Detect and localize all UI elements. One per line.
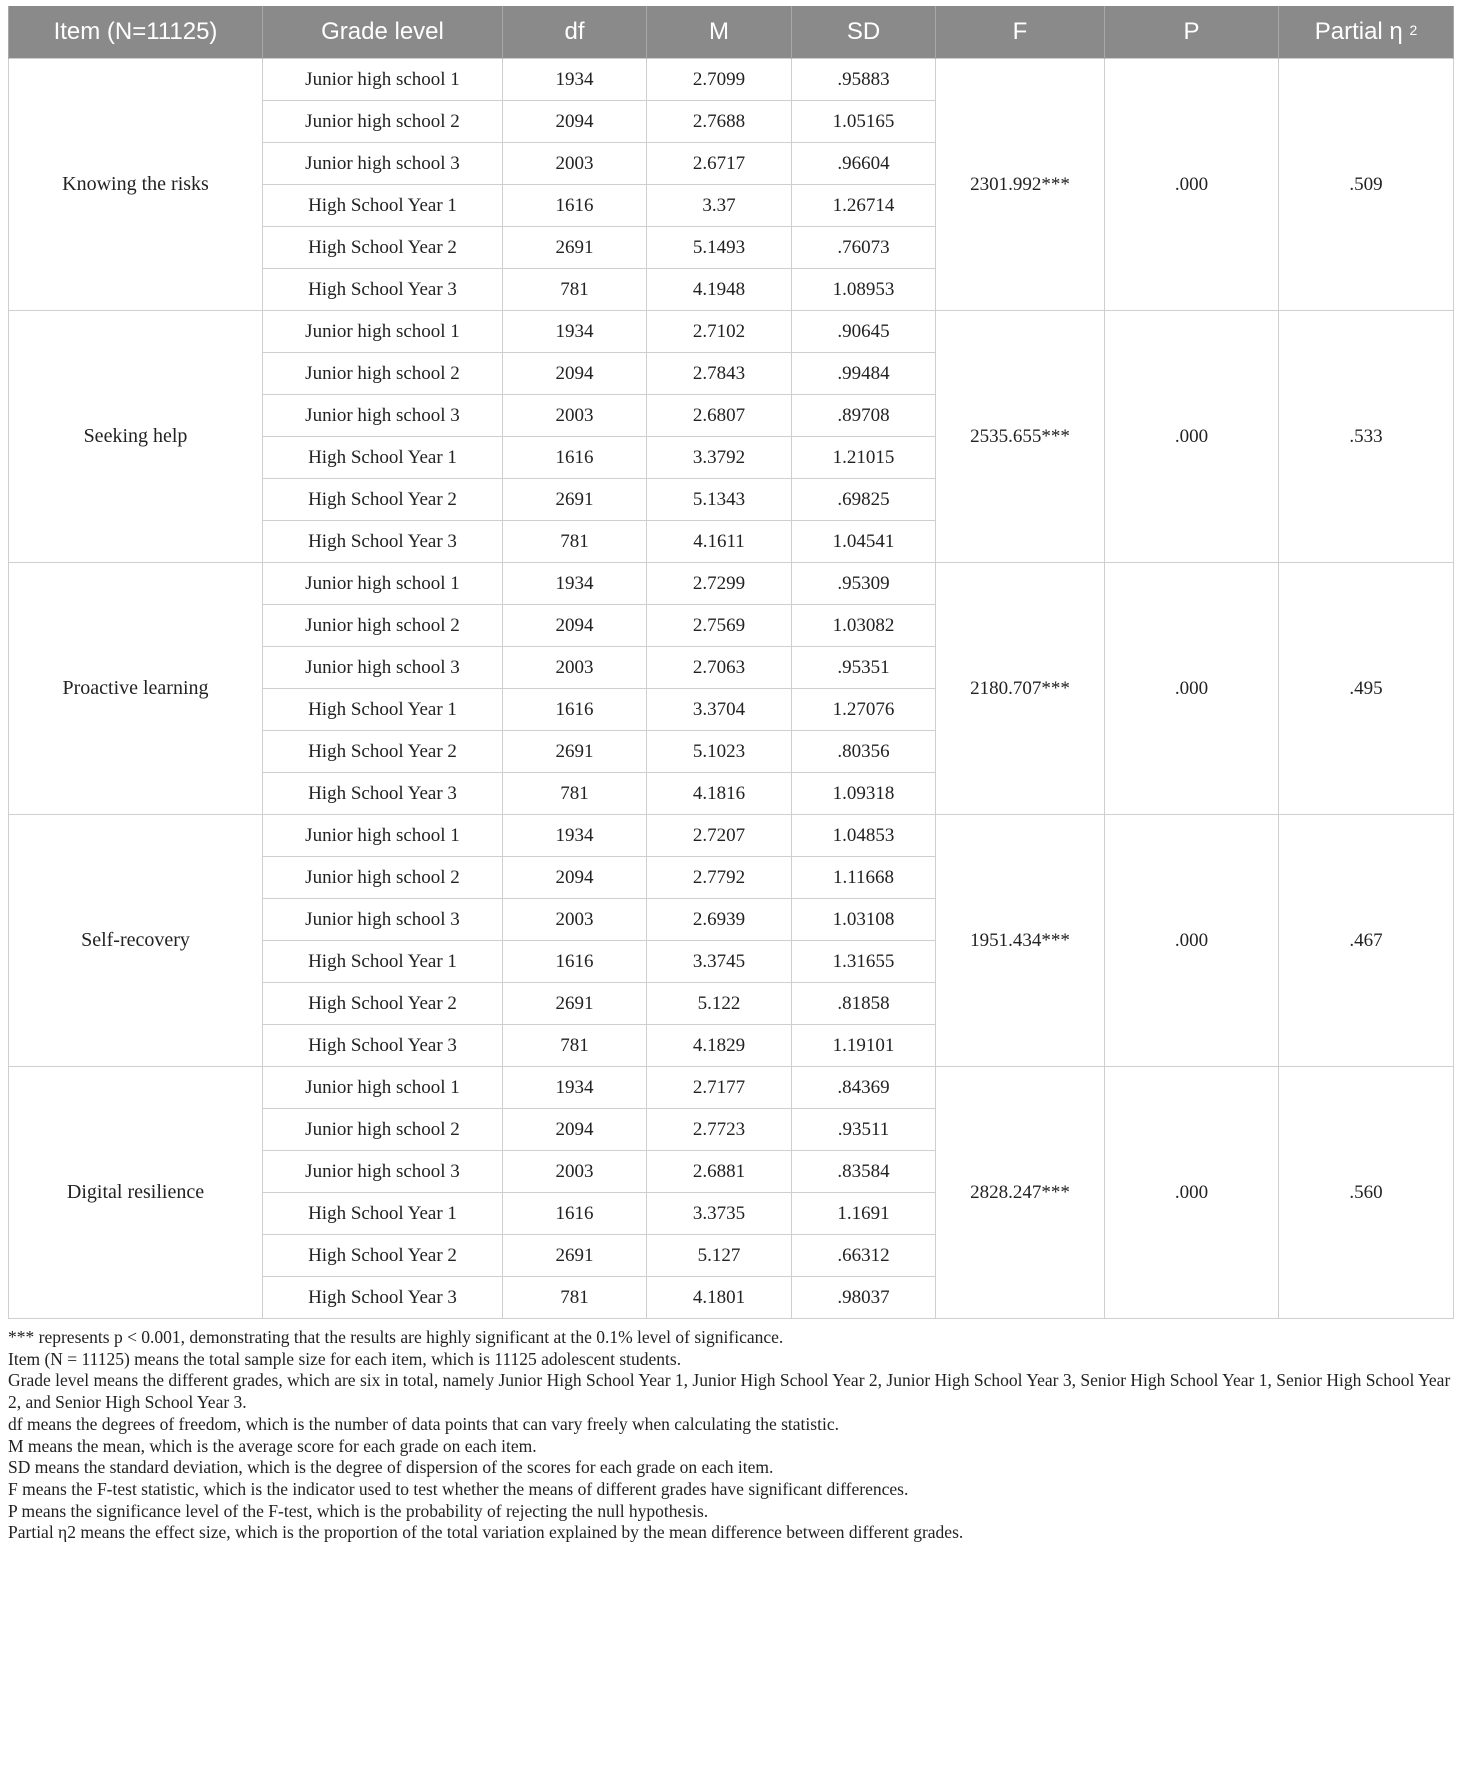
grade-level-cell: Junior high school 3 (263, 899, 503, 941)
mean-cell: 5.122 (647, 983, 792, 1025)
mean-cell: 2.6717 (647, 143, 792, 185)
sd-cell: 1.03108 (792, 899, 936, 941)
mean-cell: 2.7569 (647, 605, 792, 647)
grade-level-cell: Junior high school 2 (263, 353, 503, 395)
table-row (9, 311, 1454, 353)
df-cell: 2691 (503, 227, 647, 269)
partial-eta-cell: .495 (1279, 563, 1454, 815)
df-cell: 1934 (503, 563, 647, 605)
footnote: F means the F-test statistic, which is the indicator used to test whether the means of different grades have significant differences. (8, 1478, 909, 1499)
mean-cell: 2.6881 (647, 1151, 792, 1193)
partial-eta-cell: .533 (1279, 311, 1454, 563)
grade-level-cell: High School Year 2 (263, 1235, 503, 1277)
df-cell: 2691 (503, 1235, 647, 1277)
f-statistic-cell: 2301.992*** (936, 59, 1105, 311)
df-cell: 781 (503, 1277, 647, 1319)
sd-cell: .76073 (792, 227, 936, 269)
grade-level-cell: Junior high school 2 (263, 101, 503, 143)
sd-cell: 1.04853 (792, 815, 936, 857)
sd-cell: 1.11668 (792, 857, 936, 899)
df-cell: 2691 (503, 731, 647, 773)
mean-cell: 2.7843 (647, 353, 792, 395)
sd-cell: 1.27076 (792, 689, 936, 731)
mean-cell: 3.3704 (647, 689, 792, 731)
df-cell: 1934 (503, 1067, 647, 1109)
sd-cell: .93511 (792, 1109, 936, 1151)
sd-cell: .95309 (792, 563, 936, 605)
header-sd: SD (792, 6, 936, 59)
table-container (8, 6, 1453, 1544)
header-row (9, 6, 1454, 59)
footnote: *** represents p < 0.001, demonstrating that the results are highly significant at the 0.1% level of significance. (8, 1327, 784, 1347)
grade-level-cell: High School Year 2 (263, 731, 503, 773)
mean-cell: 3.3745 (647, 941, 792, 983)
mean-cell: 2.6939 (647, 899, 792, 941)
df-cell: 2003 (503, 143, 647, 185)
df-cell: 781 (503, 521, 647, 563)
grade-level-cell: Junior high school 1 (263, 1067, 503, 1109)
df-cell: 1616 (503, 1193, 647, 1235)
partial-eta-cell: .560 (1279, 1067, 1454, 1319)
grade-level-cell: High School Year 3 (263, 773, 503, 815)
mean-cell: 3.37 (647, 185, 792, 227)
header-f: F (936, 6, 1105, 59)
sd-cell: .89708 (792, 395, 936, 437)
statistics-table (8, 6, 1454, 1319)
footnote: Item (N = 11125) means the total sample size for each item, which is 11125 adolescent students. (8, 1348, 682, 1369)
df-cell: 1616 (503, 941, 647, 983)
p-value-cell: .000 (1105, 563, 1279, 815)
df-cell: 1934 (503, 59, 647, 101)
sd-cell: 1.21015 (792, 437, 936, 479)
grade-level-cell: High School Year 1 (263, 1193, 503, 1235)
mean-cell: 3.3792 (647, 437, 792, 479)
item-label: Knowing the risks (9, 59, 263, 311)
grade-level-cell: Junior high school 3 (263, 395, 503, 437)
mean-cell: 2.7299 (647, 563, 792, 605)
grade-level-cell: High School Year 3 (263, 1025, 503, 1067)
df-cell: 781 (503, 269, 647, 311)
table-row (9, 815, 1454, 857)
grade-level-cell: High School Year 1 (263, 185, 503, 227)
partial-eta-cell: .467 (1279, 815, 1454, 1067)
grade-level-cell: Junior high school 1 (263, 815, 503, 857)
footnote: df means the degrees of freedom, which is the number of data points that can vary freely when calculating the statistic. (8, 1413, 839, 1434)
grade-level-cell: Junior high school 2 (263, 857, 503, 899)
df-cell: 1616 (503, 185, 647, 227)
header-p: P (1105, 6, 1279, 59)
sd-cell: 1.26714 (792, 185, 936, 227)
item-label: Self-recovery (9, 815, 263, 1067)
grade-level-cell: Junior high school 2 (263, 1109, 503, 1151)
mean-cell: 2.7099 (647, 59, 792, 101)
sd-cell: .66312 (792, 1235, 936, 1277)
mean-cell: 2.7688 (647, 101, 792, 143)
sd-cell: .96604 (792, 143, 936, 185)
sd-cell: .83584 (792, 1151, 936, 1193)
df-cell: 1616 (503, 437, 647, 479)
mean-cell: 2.7063 (647, 647, 792, 689)
grade-level-cell: Junior high school 1 (263, 311, 503, 353)
table-body (9, 59, 1454, 1319)
df-cell: 2094 (503, 857, 647, 899)
sd-cell: 1.09318 (792, 773, 936, 815)
footnote: M means the mean, which is the average score for each grade on each item. (8, 1435, 537, 1456)
item-label: Proactive learning (9, 563, 263, 815)
grade-level-cell: High School Year 1 (263, 941, 503, 983)
grade-level-cell: High School Year 2 (263, 479, 503, 521)
sd-cell: .84369 (792, 1067, 936, 1109)
grade-level-cell: High School Year 3 (263, 1277, 503, 1319)
grade-level-cell: High School Year 3 (263, 269, 503, 311)
p-value-cell: .000 (1105, 815, 1279, 1067)
item-label: Seeking help (9, 311, 263, 563)
sd-cell: 1.31655 (792, 941, 936, 983)
header-mean: M (647, 6, 792, 59)
grade-level-cell: High School Year 2 (263, 983, 503, 1025)
mean-cell: 4.1611 (647, 521, 792, 563)
footnote: Grade level means the different grades, which are six in total, namely Junior High School Year 1, Junior High School Year 2, Junior High School Year 3, Senior High School Year 1, Senior High School Year 2, and Senior High School Year 3. (8, 1370, 1451, 1413)
df-cell: 781 (503, 773, 647, 815)
grade-level-cell: Junior high school 2 (263, 605, 503, 647)
p-value-cell: .000 (1105, 1067, 1279, 1319)
grade-level-cell: Junior high school 3 (263, 647, 503, 689)
sd-cell: .95883 (792, 59, 936, 101)
header-item: Item (N=11125) (9, 6, 263, 59)
sd-cell: .69825 (792, 479, 936, 521)
header-grade-level: Grade level (263, 6, 503, 59)
grade-level-cell: Junior high school 1 (263, 563, 503, 605)
df-cell: 2094 (503, 605, 647, 647)
df-cell: 2094 (503, 353, 647, 395)
f-statistic-cell: 1951.434*** (936, 815, 1105, 1067)
footnote: P means the significance level of the F-test, which is the probability of rejecting the null hypothesis. (8, 1500, 709, 1521)
sd-cell: 1.04541 (792, 521, 936, 563)
mean-cell: 4.1948 (647, 269, 792, 311)
p-value-cell: .000 (1105, 59, 1279, 311)
mean-cell: 2.7792 (647, 857, 792, 899)
grade-level-cell: High School Year 2 (263, 227, 503, 269)
item-label: Digital resilience (9, 1067, 263, 1319)
df-cell: 2003 (503, 899, 647, 941)
mean-cell: 5.127 (647, 1235, 792, 1277)
mean-cell: 4.1816 (647, 773, 792, 815)
sd-cell: .95351 (792, 647, 936, 689)
mean-cell: 2.7102 (647, 311, 792, 353)
df-cell: 2691 (503, 983, 647, 1025)
mean-cell: 4.1829 (647, 1025, 792, 1067)
sd-cell: .98037 (792, 1277, 936, 1319)
sd-cell: .80356 (792, 731, 936, 773)
p-value-cell: .000 (1105, 311, 1279, 563)
grade-level-cell: High School Year 1 (263, 689, 503, 731)
sd-cell: .81858 (792, 983, 936, 1025)
df-cell: 1934 (503, 815, 647, 857)
f-statistic-cell: 2828.247*** (936, 1067, 1105, 1319)
df-cell: 2003 (503, 1151, 647, 1193)
sd-cell: 1.19101 (792, 1025, 936, 1067)
sd-cell: 1.05165 (792, 101, 936, 143)
mean-cell: 2.6807 (647, 395, 792, 437)
table-footnotes (8, 1327, 1453, 1544)
mean-cell: 5.1023 (647, 731, 792, 773)
f-statistic-cell: 2180.707*** (936, 563, 1105, 815)
table-row (9, 1067, 1454, 1109)
df-cell: 2691 (503, 479, 647, 521)
mean-cell: 5.1343 (647, 479, 792, 521)
df-cell: 1934 (503, 311, 647, 353)
mean-cell: 4.1801 (647, 1277, 792, 1319)
footnote: Partial η2 means the effect size, which is the proportion of the total variation explained by the mean difference between different grades. (8, 1522, 964, 1543)
grade-level-cell: Junior high school 1 (263, 59, 503, 101)
table-row (9, 563, 1454, 605)
mean-cell: 2.7207 (647, 815, 792, 857)
sd-cell: .99484 (792, 353, 936, 395)
df-cell: 2094 (503, 1109, 647, 1151)
df-cell: 2094 (503, 101, 647, 143)
grade-level-cell: Junior high school 3 (263, 143, 503, 185)
footnote: SD means the standard deviation, which is the degree of dispersion of the scores for each grade on each item. (8, 1457, 774, 1478)
header-partial-eta (1279, 6, 1454, 59)
df-cell: 2003 (503, 647, 647, 689)
df-cell: 2003 (503, 395, 647, 437)
f-statistic-cell: 2535.655*** (936, 311, 1105, 563)
sd-cell: 1.08953 (792, 269, 936, 311)
sd-cell: 1.03082 (792, 605, 936, 647)
mean-cell: 3.3735 (647, 1193, 792, 1235)
grade-level-cell: High School Year 3 (263, 521, 503, 563)
grade-level-cell: High School Year 1 (263, 437, 503, 479)
partial-eta-cell: .509 (1279, 59, 1454, 311)
sd-cell: 1.1691 (792, 1193, 936, 1235)
sd-cell: .90645 (792, 311, 936, 353)
grade-level-cell: Junior high school 3 (263, 1151, 503, 1193)
df-cell: 1616 (503, 689, 647, 731)
table-row (9, 59, 1454, 101)
mean-cell: 2.7723 (647, 1109, 792, 1151)
header-partial-eta-label: Partial η (1314, 18, 1403, 45)
header-partial-eta-superscript: 2 (1409, 22, 1418, 38)
header-df: df (503, 6, 647, 59)
mean-cell: 2.7177 (647, 1067, 792, 1109)
mean-cell: 5.1493 (647, 227, 792, 269)
df-cell: 781 (503, 1025, 647, 1067)
